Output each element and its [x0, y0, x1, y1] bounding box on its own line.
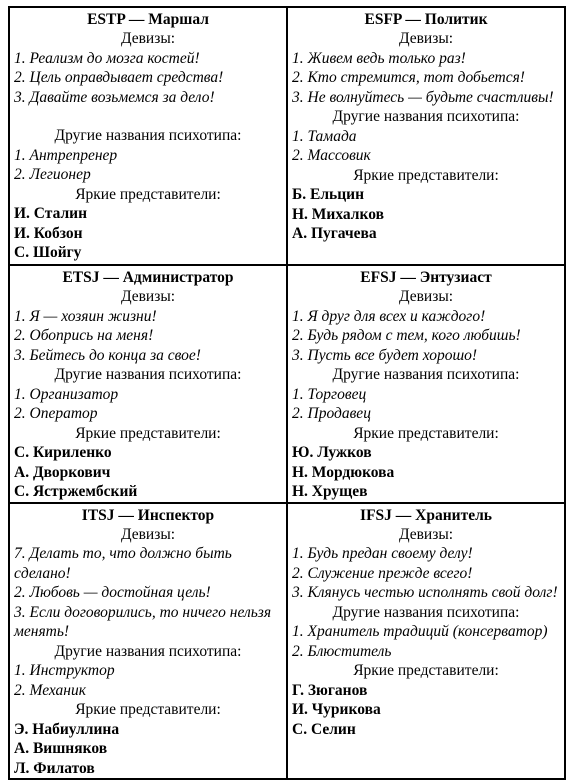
representative-item: И. Кобзон — [14, 224, 83, 242]
motto-item: 3. Давайте возьмемся за дело! — [14, 88, 215, 106]
representative-item: Б. Ельцин — [292, 186, 365, 203]
representatives-label: Яркие представители: — [353, 424, 499, 442]
motto-item: 1. Я — хозяин жизни! — [14, 307, 157, 325]
representative-item: С. Шойгу — [14, 244, 82, 261]
representative-item: Н. Хрущев — [292, 483, 368, 500]
alt-names-label: Другие названия психотипа: — [54, 366, 242, 383]
spacer — [14, 107, 282, 126]
representative-item: Ю. Лужков — [292, 444, 372, 461]
motto-item: 7. Делать то, что должно быть сделано! — [14, 545, 232, 582]
cell-title: ITSJ — Инспектор — [81, 506, 215, 524]
motto-item: 2. Обопрись на меня! — [14, 327, 154, 344]
alt-name-item: 2. Механик — [14, 681, 86, 699]
representative-item: И. Сталин — [14, 205, 88, 222]
motto-item: 3. Клянусь честью исполнять свой долг! — [292, 584, 558, 601]
representatives-label: Яркие представители: — [353, 662, 499, 679]
motto-item: 3. Бейтесь до конца за свое! — [14, 346, 201, 364]
motto-item: 2. Служение прежде всего! — [292, 564, 473, 582]
motto-item: 2. Любовь — достойная цель! — [14, 584, 211, 601]
mottos-label: Девизы: — [120, 525, 176, 543]
representative-item: С. Кириленко — [14, 444, 112, 461]
mottos-label: Девизы: — [398, 288, 454, 305]
representatives-label: Яркие представители: — [353, 166, 499, 184]
cell-efsj — [287, 265, 565, 503]
representative-item: Э. Набиуллина — [14, 720, 120, 738]
cell-estp — [9, 7, 287, 265]
alt-name-item: 1. Инструктор — [14, 662, 115, 679]
cell-title: ETSJ — Администратор — [62, 269, 234, 286]
motto-item: 2. Кто стремится, тот добьется! — [292, 69, 525, 86]
motto-item: 3. Если договорились, то ничего нельзя менять! — [14, 603, 272, 640]
cell-esfp — [287, 7, 565, 265]
psychotype-table — [8, 6, 566, 780]
motto-item: 1. Живем ведь только раз! — [292, 49, 466, 67]
alt-name-item: 2. Оператор — [14, 405, 98, 422]
cell-title: ESFP — Политик — [364, 11, 488, 28]
representative-item: Л. Филатов — [14, 759, 95, 777]
representative-item: С. Ястржембский — [14, 483, 138, 500]
alt-name-item: 2. Легионер — [14, 166, 91, 183]
alt-name-item: 1. Хранитель традиций (консерватор) — [292, 623, 548, 640]
motto-item: 3. Пусть все будет хорошо! — [292, 346, 478, 364]
motto-item: 2. Цель оправдывает средства! — [14, 69, 224, 86]
representatives-label: Яркие представители: — [75, 701, 221, 718]
motto-item: 1. Будь предан своему делу! — [292, 545, 473, 562]
alt-names-label: Другие названия психотипа: — [332, 603, 520, 621]
representative-item: Г. Зюганов — [292, 681, 368, 699]
representatives-label: Яркие представители: — [75, 185, 221, 203]
representative-item: А. Пугачева — [292, 225, 377, 242]
representatives-label: Яркие представители: — [75, 424, 221, 442]
motto-item: 3. Не волнуйтесь — будьте счастливы! — [292, 88, 554, 106]
alt-name-item: 2. Продавец — [292, 405, 371, 422]
cell-itsj — [9, 503, 287, 780]
representative-item: А. Дворкович — [14, 463, 111, 481]
alt-names-label: Другие названия психотипа: — [54, 127, 242, 144]
cell-title: EFSJ — Энтузиаст — [360, 269, 492, 286]
mottos-label: Девизы: — [120, 288, 176, 305]
cell-ifsj — [287, 503, 565, 780]
representative-item: И. Чурикова — [292, 701, 381, 718]
mottos-label: Девизы: — [398, 525, 454, 543]
alt-name-item: 1. Организатор — [14, 385, 119, 403]
alt-names-label: Другие названия психотипа: — [332, 108, 520, 125]
cell-title: ESTP — Маршал — [87, 11, 209, 28]
motto-item: 1. Я друг для всех и каждого! — [292, 307, 486, 325]
alt-names-label: Другие названия психотипа: — [332, 366, 520, 383]
alt-name-item: 1. Торговец — [292, 385, 367, 403]
representative-item: Н. Михалков — [292, 205, 384, 223]
alt-name-item: 2. Массовик — [292, 147, 371, 164]
motto-item: 1. Реализм до мозга костей! — [14, 49, 200, 67]
mottos-label: Девизы: — [398, 30, 454, 47]
cell-title: IFSJ — Хранитель — [360, 506, 492, 524]
alt-name-item: 2. Блюститель — [292, 642, 392, 660]
mottos-label: Девизы: — [120, 30, 176, 47]
representative-item: С. Селин — [292, 720, 356, 738]
representative-item: А. Вишняков — [14, 740, 108, 757]
representative-item: Н. Мордюкова — [292, 463, 395, 481]
motto-item: 2. Будь рядом с тем, кого любишь! — [292, 327, 521, 344]
alt-name-item: 1. Антрепренер — [14, 146, 118, 164]
cell-etsj — [9, 265, 287, 503]
alt-names-label: Другие названия психотипа: — [54, 642, 242, 660]
alt-name-item: 1. Тамада — [292, 127, 357, 145]
